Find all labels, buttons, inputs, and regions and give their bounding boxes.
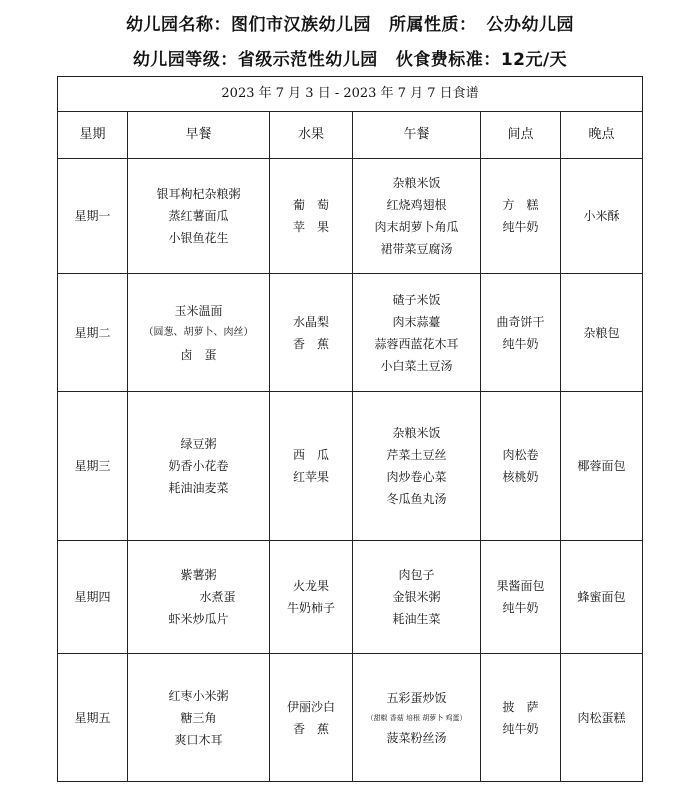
dinner-item: 蜂蜜面包	[577, 590, 626, 604]
lunch-cell	[353, 274, 481, 392]
lunch-item: 肉末蒜薹	[392, 314, 441, 329]
breakfast-cell	[128, 159, 270, 274]
breakfast-item: 奶香小花卷	[168, 459, 229, 473]
snack-item: 纯牛奶	[502, 721, 539, 736]
snack-item: 核桃奶	[502, 470, 539, 484]
table-row	[58, 159, 643, 274]
lunch-item: 芹菜土豆丝	[386, 448, 447, 462]
lunch-item: 杂粮米饭	[392, 176, 441, 190]
lunch-cell	[353, 159, 481, 274]
breakfast-item: 耗油油麦菜	[168, 481, 229, 495]
day-cell: 星期三	[58, 392, 128, 541]
lunch-item: 肉包子	[398, 568, 435, 582]
lunch-cell	[353, 392, 481, 541]
column-header-breakfast: 早餐	[128, 112, 270, 159]
fruit-cell	[270, 541, 353, 654]
level-label: 幼儿园等级：	[132, 50, 238, 70]
snack-item: 曲奇饼干	[496, 314, 545, 329]
lunch-cell	[353, 541, 481, 654]
nature-value: 公办幼儿园	[486, 15, 574, 35]
breakfast-item: 爽口木耳	[174, 732, 223, 747]
menu-title-row	[58, 77, 643, 112]
dinner-item: 肉松蛋糕	[577, 710, 626, 725]
breakfast-cell	[128, 654, 270, 782]
table-row	[58, 274, 643, 392]
breakfast-item: 卤 蛋	[180, 347, 217, 362]
lunch-item: 裙带菜豆腐汤	[380, 242, 453, 256]
dinner-item: 椰蓉面包	[577, 459, 626, 473]
lunch-item: 红烧鸡翅根	[386, 198, 447, 212]
snack-cell	[481, 274, 561, 392]
dinner-cell	[561, 274, 643, 392]
header-line-1	[0, 10, 700, 35]
breakfast-item-note: （圆葱、胡萝卜、肉丝）	[143, 326, 254, 338]
snack-item: 果酱面包	[496, 579, 545, 593]
dinner-cell	[561, 159, 643, 274]
dinner-cell	[561, 392, 643, 541]
snack-item: 纯牛奶	[502, 601, 539, 615]
snack-item: 方 糕	[502, 198, 539, 212]
breakfast-cell	[128, 392, 270, 541]
table-row	[58, 654, 643, 782]
menu-table	[57, 76, 643, 782]
lunch-item: 菠菜粉丝汤	[386, 730, 447, 745]
lunch-cell	[353, 654, 481, 782]
fruit-item: 西 瓜	[292, 448, 329, 462]
column-header-dinner: 晚点	[561, 112, 643, 159]
breakfast-cell	[128, 541, 270, 654]
snack-cell	[481, 654, 561, 782]
breakfast-item: 绿豆粥	[180, 437, 217, 451]
kindergarten-name: 图们市汉族幼儿园	[231, 15, 371, 35]
lunch-item: 小白菜土豆汤	[380, 358, 453, 373]
column-header-lunch: 午餐	[353, 112, 481, 159]
dinner-cell	[561, 654, 643, 782]
breakfast-item: 玉米温面	[174, 303, 223, 318]
lunch-item: 肉末胡萝卜角瓜	[374, 220, 459, 234]
fruit-item: 葡 萄	[292, 198, 329, 212]
fruit-item: 牛奶柿子	[286, 601, 335, 615]
lunch-item: 碴子米饭	[392, 292, 441, 307]
column-header-snack: 间点	[481, 112, 561, 159]
breakfast-cell	[128, 274, 270, 392]
fruit-item: 香 蕉	[292, 721, 329, 736]
fee-label: 伙食费标准：	[395, 50, 501, 70]
snack-cell	[481, 392, 561, 541]
snack-item: 纯牛奶	[502, 220, 539, 234]
lunch-item: 肉炒卷心菜	[386, 470, 447, 484]
lunch-item: 金银米粥	[392, 590, 441, 604]
table-row	[58, 392, 643, 541]
fee-value: 12元/天	[500, 50, 568, 70]
breakfast-item: 小银鱼花生	[168, 231, 229, 245]
breakfast-item: 糖三角	[180, 710, 217, 725]
fruit-item: 水晶梨	[292, 314, 329, 329]
fruit-cell	[270, 654, 353, 782]
lunch-item: 五彩蛋炒饭	[386, 690, 447, 705]
dinner-item: 小米酥	[583, 209, 620, 223]
day-cell: 星期一	[58, 159, 128, 274]
breakfast-item: 虾米炒瓜片	[168, 612, 229, 626]
snack-item: 纯牛奶	[502, 336, 539, 351]
breakfast-item: 蒸红薯面瓜	[168, 209, 229, 223]
breakfast-item: 红枣小米粥	[168, 688, 229, 703]
dinner-cell	[561, 541, 643, 654]
header-line-2	[0, 45, 700, 70]
column-header-day: 星期	[58, 112, 128, 159]
column-header-fruit: 水果	[270, 112, 353, 159]
lunch-item: 蒜蓉西蓝花木耳	[374, 336, 459, 351]
snack-item: 肉松卷	[502, 448, 539, 462]
fruit-item: 伊丽沙白	[286, 699, 335, 714]
day-cell: 星期四	[58, 541, 128, 654]
fruit-cell	[270, 274, 353, 392]
snack-cell	[481, 159, 561, 274]
fruit-cell	[270, 392, 353, 541]
breakfast-item: 紫薯粥	[180, 568, 217, 582]
breakfast-item: 水煮蛋	[199, 590, 236, 604]
day-cell: 星期五	[58, 654, 128, 782]
lunch-item: 冬瓜鱼丸汤	[386, 492, 447, 506]
snack-cell	[481, 541, 561, 654]
menu-header-row	[58, 112, 643, 159]
level-value: 省级示范性幼儿园	[237, 50, 378, 70]
day-cell: 星期二	[58, 274, 128, 392]
fruit-item: 红苹果	[292, 470, 329, 484]
lunch-item-note: （甜椒 香菇 培根 胡萝卜 鸡蛋）	[366, 713, 467, 722]
fruit-item: 火龙果	[292, 579, 329, 593]
nature-label: 所属性质：	[389, 15, 477, 35]
breakfast-item: 银耳枸杞杂粮粥	[156, 187, 241, 201]
lunch-item: 杂粮米饭	[392, 426, 441, 440]
lunch-item: 耗油生菜	[392, 612, 441, 626]
kindergarten-name-label: 幼儿园名称：	[126, 15, 231, 35]
fruit-item: 苹 果	[292, 220, 329, 234]
snack-item: 披 萨	[502, 699, 539, 714]
menu-title: 2023 年 7 月 3 日 - 2023 年 7 月 7 日食谱	[58, 77, 643, 112]
dinner-item: 杂粮包	[583, 325, 620, 340]
table-row	[58, 541, 643, 654]
fruit-item: 香 蕉	[292, 336, 329, 351]
fruit-cell	[270, 159, 353, 274]
